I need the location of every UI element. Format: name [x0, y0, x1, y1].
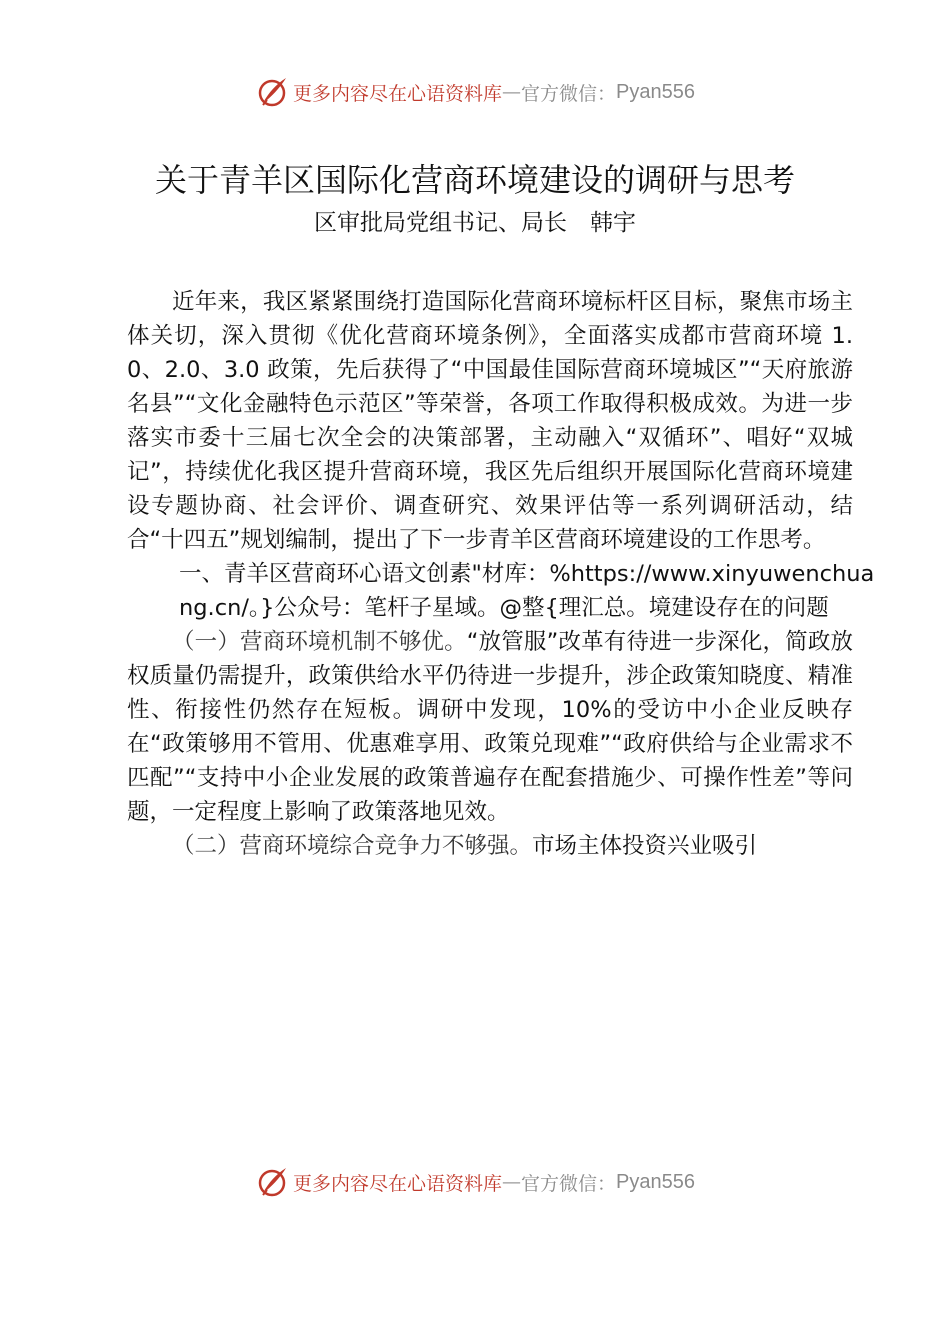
subsection-2 [127, 829, 853, 863]
intro-paragraph: 近年来，我区紧紧围绕打造国际化营商环境标杆区目标，聚焦市场主体关切，深入贯彻《优化营商环境条例》，全面落实成都市营商环境 1.0、2.0、3.0 政策，先后获得了“中国最佳国际营商环境城区”“天府旅游名县”“文化金融特色示范区”等荣誉，各项工作取得积极成效。为进一步落实市委十三届七次全会的决策部署，主动融入“双循环”、唱好“双城记”，持续优化我区提升营商环境，我区先后组织开展国际化营商环境建设专题协商、社会评价、调查研究、效果评估等一系列调研活动，结合“十四五”规划编制，提出了下一步青羊区营商环境建设的工作思考。 [127, 289, 853, 553]
banner-separator: — [502, 81, 522, 103]
subsection-2-label: （二）营商环境综合竞争力不够强。 [172, 833, 533, 859]
banner-wechat-text: 官方微信： [521, 82, 617, 105]
subsection-1-label: （一）营商环境机制不够优。 [172, 629, 467, 655]
banner-site-text: 更多内容尽在心语资料库 [293, 1172, 503, 1195]
author-line: 区审批局党组书记、局长 韩宇 [314, 210, 636, 236]
subsection-1 [127, 625, 853, 829]
bottom-banner [0, 1162, 950, 1202]
banner-separator: — [502, 1171, 522, 1193]
banner-wechat-text: 官方微信： [521, 1172, 617, 1195]
subsection-1-text: “放管服”改革有待进一步深化，简政放权质量仍需提升，政策供给水平仍待进一步提升，涉企政策知晓度、精准性、衔接性仍然存在短板。调研中发现，10%的受访中小企业反映存在“政策够用不管用、优惠难享用、政策兑现难”“政府供给与企业需求不匹配”“支持中小企业发展的政策普遍存在配套措施少、可操作性差”等问题，一定程度上影响了政策落地见效。 [127, 629, 853, 825]
top-banner [0, 72, 950, 112]
document-body [127, 285, 875, 863]
quill-seal-logo-icon [255, 1165, 289, 1199]
banner-site-text: 更多内容尽在心语资料库 [293, 82, 503, 105]
document-title: 关于青羊区国际化营商环境建设的调研与思考 [154, 161, 795, 199]
banner-wechat-id: Pyan556 [616, 1170, 695, 1193]
quill-seal-logo-icon [255, 75, 289, 109]
subsection-2-text: 市场主体投资兴业吸引 [532, 833, 758, 859]
banner-wechat-id: Pyan556 [616, 80, 695, 103]
section-heading: 一、青羊区营商环心语文创素"材库：%https://www.xinyuwenchuang.cn/。}公众号：笔杆子星域。@整{理汇总。境建设存在的问题 [179, 561, 875, 621]
